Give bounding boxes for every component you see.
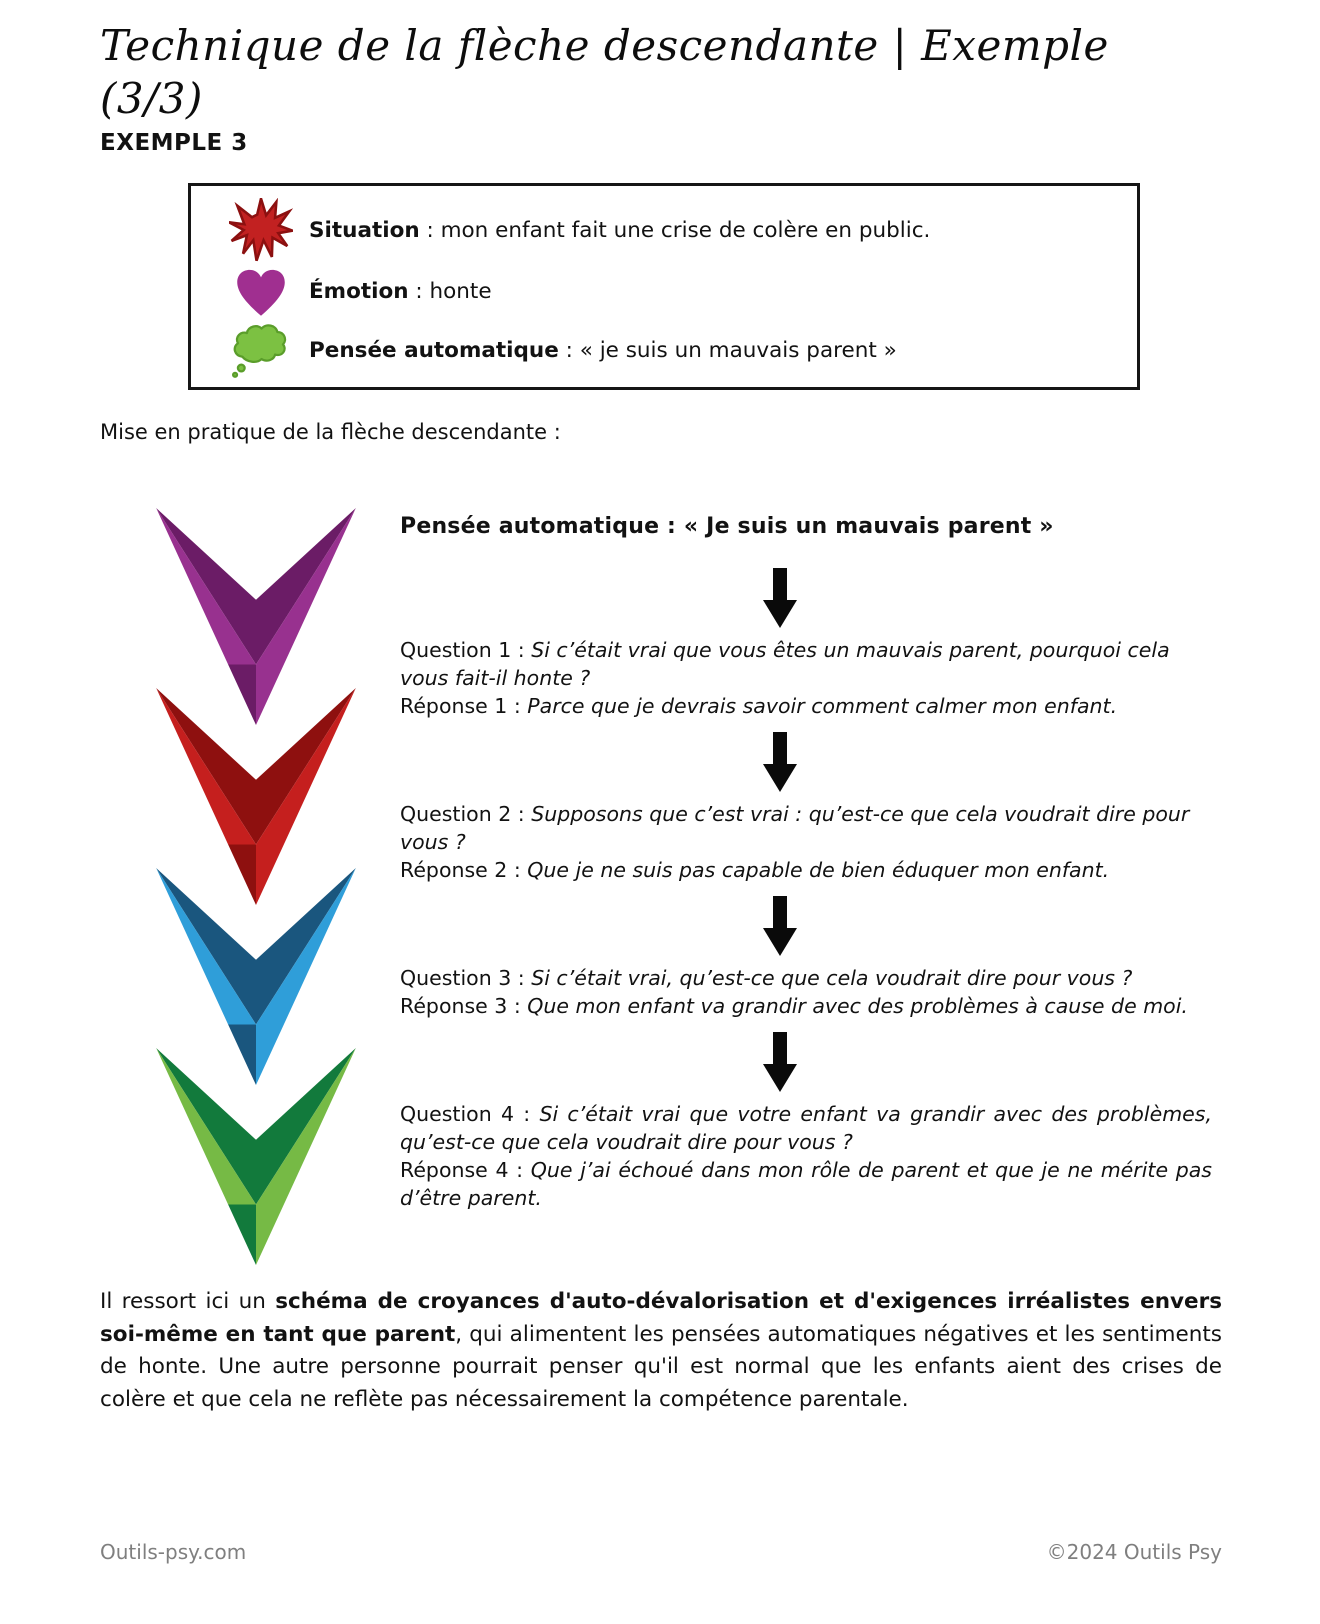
copyright: ©2024 Outils Psy [1046,1540,1222,1564]
conclusion-bold: schéma de croyances d'auto-dévalorisation et d'exigences irréalistes envers soi-même en tant que parent [100,1289,1222,1347]
answer-1 [400,692,1212,720]
automatic-thought-label: Pensée automatique [309,337,559,363]
conclusion-paragraph [100,1286,1222,1416]
answer-4-label: Réponse 4 : [400,1158,531,1182]
answer-2-text: Que je ne suis pas capable de bien éduquer mon enfant. [527,858,1110,882]
qa-step-2 [400,800,1212,884]
automatic-thought-heading: Pensée automatique : « Je suis un mauvais parent » [400,514,1054,539]
emotion-row [225,267,1117,317]
qa-step-4 [400,1100,1212,1212]
automatic-thought-text: Pensée automatique : « je suis un mauvais parent » [309,337,897,363]
heart-icon [225,267,297,317]
section-heading: EXEMPLE 3 [100,130,248,156]
site-name: Outils-psy.com [100,1540,247,1564]
down-arrow-icon [762,568,798,628]
automatic-thought-row [225,321,1117,379]
question-3-text: Si c’était vrai, qu’est-ce que cela voudrait dire pour vous ? [531,966,1133,990]
qa-step-3 [400,964,1212,1020]
question-1 [400,636,1212,692]
question-2 [400,800,1212,856]
answer-2 [400,856,1212,884]
answer-4 [400,1156,1212,1212]
emotion-label: Émotion [309,279,409,304]
question-4-label: Question 4 : [400,1102,540,1126]
situation-label: Situation [309,217,420,243]
answer-2-label: Réponse 2 : [400,858,528,882]
question-2-label: Question 2 : [400,802,532,826]
answer-3 [400,992,1212,1020]
down-arrow-icon [762,896,798,956]
conclusion-suffix: , qui alimentent les pensées automatiques négatives et les sentiments de honte. Une autre personne pourrait penser qu'il est normal que les enfants aient des crises de colère et que cela ne reflète pas nécessairement la compétence parentale. [100,1321,1222,1412]
down-arrow-icon [762,1032,798,1092]
thought-cloud-icon [225,321,297,379]
question-1-text: Si c’était vrai que vous êtes un mauvais parent, pourquoi cela vous fait-il honte ? [400,638,1170,690]
question-2-text: Supposons que c’est vrai : qu’est-ce que cela voudrait dire pour vous ? [400,802,1190,854]
question-4 [400,1100,1212,1156]
down-arrow-icon [762,732,798,792]
emotion-text: Émotion : honte [309,279,492,304]
downward-arrow-column [400,512,1212,1212]
page-title: Technique de la flèche descendante | Exemple (3/3) [100,21,1109,123]
starburst-icon [225,198,297,262]
answer-3-text: Que mon enfant va grandir avec des problèmes à cause de moi. [527,994,1188,1018]
question-1-label: Question 1 : [400,638,532,662]
question-4-text: Si c’était vrai que votre enfant va grandir avec des problèmes, qu’est-ce que cela voudrait dire pour vous ? [400,1102,1212,1154]
answer-1-label: Réponse 1 : [400,694,528,718]
situation-row [225,198,1117,262]
conclusion-prefix: Il ressort ici un [100,1289,276,1314]
qa-step-1 [400,636,1212,720]
example-box [188,183,1140,390]
question-3-label: Question 3 : [400,966,532,990]
chevron-green-icon [152,1048,360,1265]
situation-text: Situation : mon enfant fait une crise de colère en public. [309,217,931,243]
answer-3-label: Réponse 3 : [400,994,528,1018]
answer-4-text: Que j’ai échoué dans mon rôle de parent et que je ne mérite pas d’être parent. [400,1158,1212,1210]
intro-line: Mise en pratique de la flèche descendante : [100,420,561,444]
page-footer [100,1540,1222,1564]
answer-1-text: Parce que je devrais savoir comment calmer mon enfant. [527,694,1118,718]
question-3 [400,964,1212,992]
